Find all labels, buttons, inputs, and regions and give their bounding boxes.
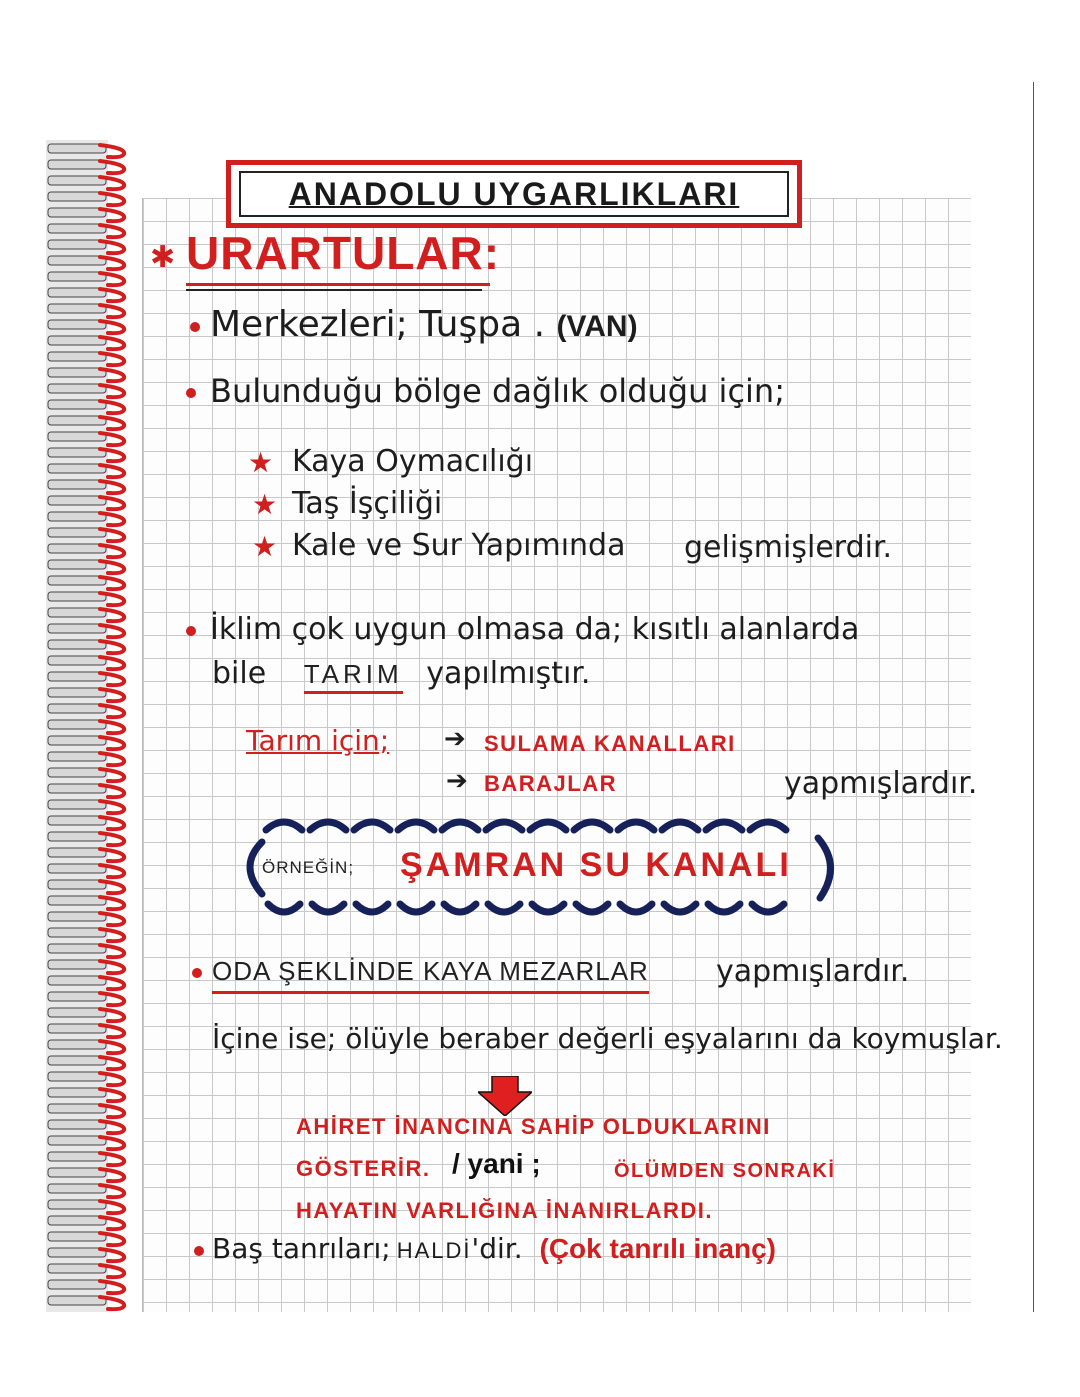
list-item: Kale ve Sur Yapımında bbox=[292, 528, 626, 563]
arrow-right-icon: ➔ bbox=[446, 766, 468, 796]
bullet-icon bbox=[186, 388, 196, 398]
example-label: ÖRNEĞİN; bbox=[262, 858, 355, 877]
irrigation-suffix: yapmışlardır. bbox=[784, 766, 978, 801]
heading-underline-dark bbox=[186, 289, 482, 291]
list-suffix: gelişmişlerdir. bbox=[684, 530, 893, 565]
page-title: ANADOLU UYGARLIKLARI bbox=[288, 175, 740, 212]
irrigation-label: Tarım için; bbox=[246, 724, 390, 757]
tomb-keyword: ODA ŞEKLİNDE KAYA MEZARLAR bbox=[212, 956, 649, 994]
belongings-line: İçine ise; ölüyle beraber değerli eşyalarını da koymuşlar. bbox=[212, 1022, 1003, 1055]
god-name: HALDİ bbox=[396, 1238, 472, 1263]
conclusion-line-2c: ÖLÜMDEN SONRAKİ bbox=[614, 1160, 836, 1182]
list-item: Taş İşçiliği bbox=[292, 486, 443, 521]
title-box bbox=[226, 160, 802, 228]
section-heading: URARTULAR: bbox=[186, 227, 501, 279]
bullet-icon bbox=[186, 626, 196, 636]
page-edge-line bbox=[1033, 82, 1034, 1312]
bullet-icon bbox=[194, 1246, 204, 1256]
down-arrow-icon bbox=[478, 1076, 532, 1116]
star-icon: ★ bbox=[252, 530, 278, 563]
conclusion-line-1: AHİRET İNANCINA SAHİP OLDUKLARINI bbox=[296, 1114, 771, 1139]
conclusion-line-2b: / yani ; bbox=[452, 1148, 541, 1179]
tarim-keyword: TARIM bbox=[304, 659, 403, 694]
star-icon: ★ bbox=[252, 488, 278, 521]
region-line: Bulunduğu bölge dağlık olduğu için; bbox=[210, 372, 785, 410]
god-line bbox=[212, 1232, 776, 1265]
spiral-binding bbox=[44, 140, 136, 1312]
agriculture-prefix: bile bbox=[212, 656, 267, 691]
polytheism-note: (Çok tanrılı inanç) bbox=[539, 1233, 776, 1264]
irrigation-item-2: BARAJLAR bbox=[484, 771, 617, 796]
center-text: Merkezleri; Tuşpa . bbox=[210, 304, 557, 345]
bullet-icon bbox=[190, 322, 200, 332]
star-icon: ★ bbox=[248, 446, 274, 479]
conclusion-line-3: HAYATIN VARLIĞINA İNANIRLARDI. bbox=[296, 1198, 713, 1223]
conclusion-line-2a: GÖSTERİR. bbox=[296, 1156, 431, 1181]
god-prefix: Baş tanrıları; bbox=[212, 1232, 391, 1265]
van-label: (VAN) bbox=[556, 310, 638, 343]
list-item: Kaya Oymacılığı bbox=[292, 444, 534, 479]
example-text: ŞAMRAN SU KANALI bbox=[400, 846, 792, 884]
climate-line: İklim çok uygun olmasa da; kısıtlı alanlarda bbox=[210, 612, 860, 647]
arrow-right-icon: ➔ bbox=[444, 724, 466, 754]
heading-star-icon: ✱ bbox=[150, 240, 176, 275]
god-suffix: 'dir. bbox=[471, 1232, 523, 1265]
agriculture-suffix: yapılmıştır. bbox=[426, 656, 591, 691]
tomb-suffix: yapmışlardır. bbox=[716, 954, 910, 989]
center-line bbox=[210, 304, 638, 345]
irrigation-item-1: SULAMA KANALLARI bbox=[484, 731, 736, 756]
bullet-icon bbox=[192, 968, 202, 978]
agriculture-line bbox=[212, 656, 590, 691]
heading-underline bbox=[186, 283, 490, 286]
